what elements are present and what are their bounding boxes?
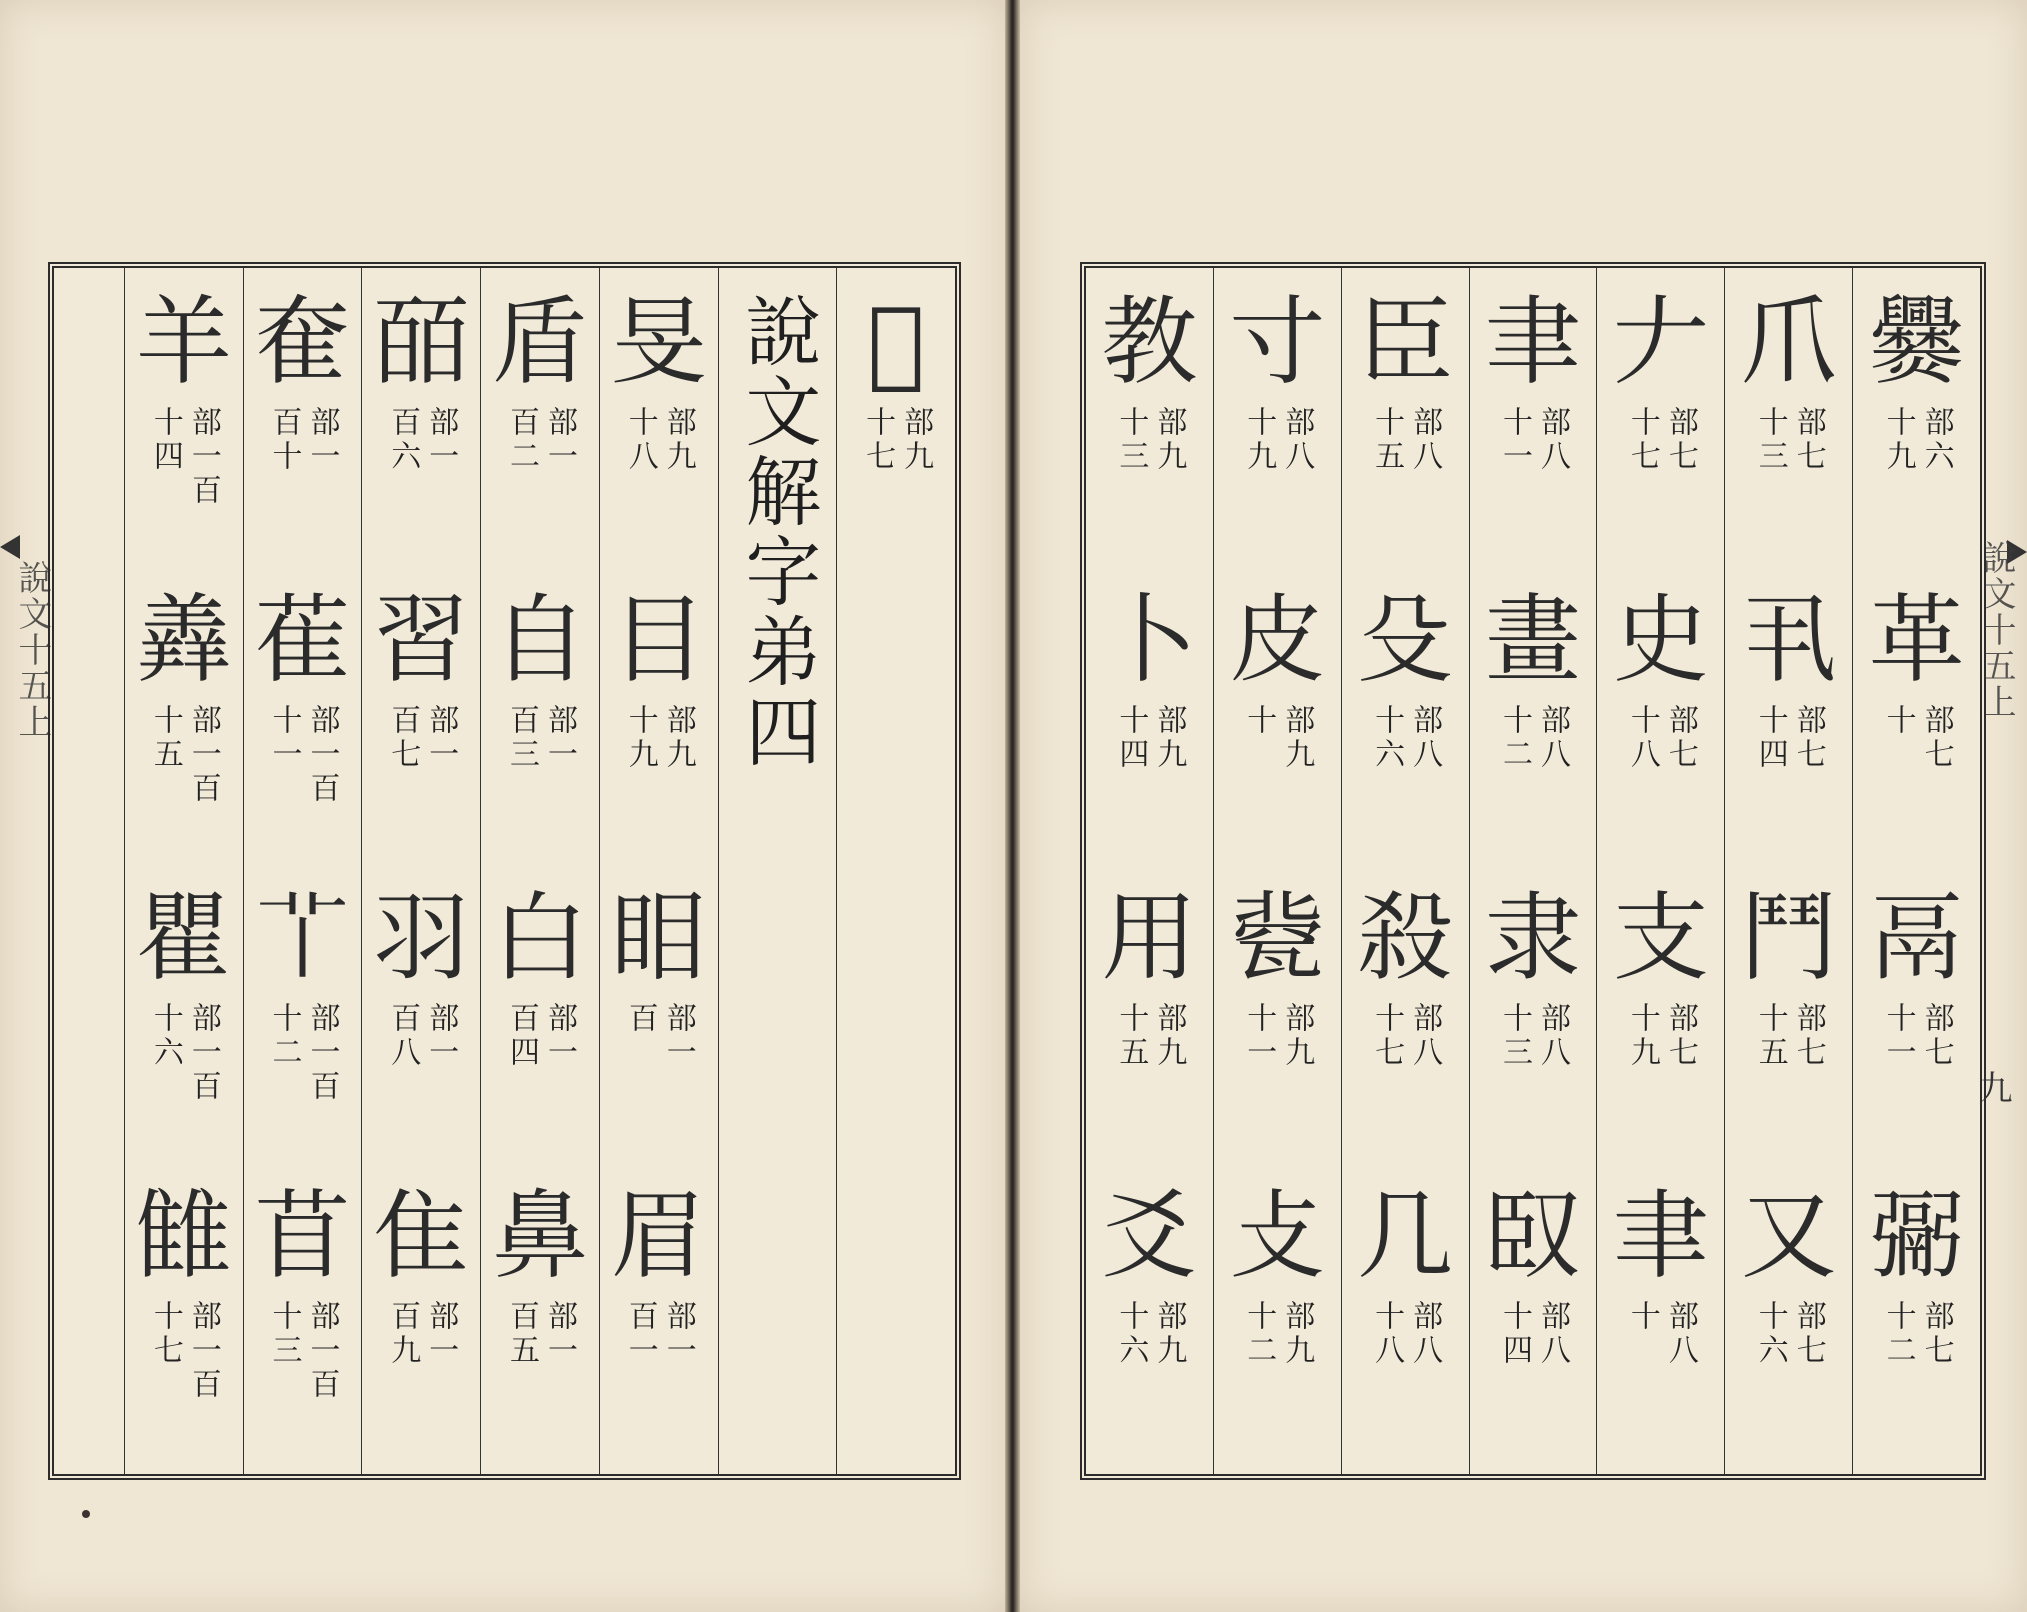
radical-number-line: 部一 bbox=[423, 1300, 459, 1368]
radical-number bbox=[149, 1300, 219, 1402]
radical-number-line: 部一 bbox=[304, 406, 340, 474]
radical-number bbox=[624, 704, 694, 772]
radical-number-line: 部一百 bbox=[185, 406, 221, 508]
radical-number-line: 十二 bbox=[1496, 704, 1532, 772]
radical-number bbox=[149, 704, 219, 806]
radical-number-line: 部七 bbox=[1918, 1300, 1954, 1368]
radical-number bbox=[385, 704, 459, 772]
radical-number-line: 十五 bbox=[1369, 406, 1405, 474]
radical-number bbox=[149, 406, 219, 508]
seal-script-glyph: 聿 bbox=[1612, 1180, 1709, 1292]
seal-script-glyph: 盾 bbox=[491, 286, 588, 398]
radical-number-line: 部一 bbox=[423, 1002, 459, 1070]
radical-entry bbox=[1086, 1176, 1213, 1474]
radical-number-line: 部八 bbox=[1534, 1300, 1570, 1368]
radical-number-line: 百七 bbox=[385, 704, 421, 772]
radical-entry bbox=[125, 878, 243, 1176]
table-column bbox=[124, 268, 243, 1474]
radical-entry bbox=[1597, 1176, 1724, 1474]
radical-number-line: 百十 bbox=[266, 406, 302, 474]
seal-script-glyph: 旻 bbox=[610, 286, 707, 398]
radical-number bbox=[1882, 406, 1952, 474]
radical-number-line: 百一 bbox=[622, 1300, 658, 1368]
radical-entry bbox=[1597, 282, 1724, 580]
radical-number-line: 部七 bbox=[1662, 704, 1698, 772]
radical-number-line: 部八 bbox=[1534, 704, 1570, 772]
table-column bbox=[1852, 268, 1980, 1474]
radical-entry bbox=[1597, 580, 1724, 878]
radical-number bbox=[505, 704, 575, 772]
seal-script-glyph: 目 bbox=[610, 584, 707, 696]
radical-number bbox=[268, 704, 338, 806]
radical-entry bbox=[1470, 282, 1597, 580]
radical-number-line: 部九 bbox=[1279, 704, 1315, 772]
radical-entry bbox=[481, 580, 599, 878]
radical-entry bbox=[481, 878, 599, 1176]
radical-number bbox=[268, 1002, 338, 1104]
radical-entry bbox=[1086, 878, 1213, 1176]
radical-number-line: 部八 bbox=[1279, 406, 1315, 474]
radical-number bbox=[1498, 406, 1568, 474]
radical-number-line: 部一 bbox=[541, 1002, 577, 1070]
radical-entry bbox=[125, 580, 243, 878]
radical-number-line: 部一百 bbox=[304, 704, 340, 806]
seal-script-glyph: 隶 bbox=[1484, 882, 1581, 994]
radical-number-line: 部一 bbox=[660, 1002, 696, 1070]
radical-number-line: 部一 bbox=[423, 704, 459, 772]
seal-script-glyph: 臤 bbox=[1484, 1180, 1581, 1292]
seal-script-glyph: 史 bbox=[1612, 584, 1709, 696]
radical-number-line: 十九 bbox=[622, 704, 658, 772]
radical-number bbox=[1626, 406, 1696, 474]
table-column bbox=[243, 268, 362, 1474]
radical-number-line: 部七 bbox=[1790, 1300, 1826, 1368]
leaf-number: 九 bbox=[1972, 1070, 2012, 1104]
radical-entry bbox=[837, 282, 955, 583]
radical-number-line: 部一 bbox=[541, 704, 577, 772]
radical-number-line: 部八 bbox=[1407, 1002, 1443, 1070]
seal-script-glyph: 寸 bbox=[1229, 286, 1326, 398]
radical-number-line: 十九 bbox=[1241, 406, 1277, 474]
seal-script-glyph: 萑 bbox=[254, 584, 351, 696]
radical-number bbox=[1369, 1002, 1443, 1070]
seal-script-glyph: 𦫳 bbox=[254, 882, 351, 994]
radical-number-line: 十七 bbox=[1369, 1002, 1405, 1070]
folio-label: 說文十五上 bbox=[1976, 540, 2016, 720]
table-column bbox=[599, 268, 718, 1474]
radical-number-line: 十三 bbox=[1113, 406, 1149, 474]
radical-number-line: 百 bbox=[622, 1002, 658, 1036]
radical-entry bbox=[1725, 878, 1852, 1176]
radical-number-line: 部一百 bbox=[304, 1002, 340, 1104]
seal-script-glyph: 䀠 bbox=[610, 882, 707, 994]
radical-number bbox=[1754, 406, 1824, 474]
seal-script-glyph: 隹 bbox=[373, 1180, 470, 1292]
seal-script-glyph: 皮 bbox=[1229, 584, 1326, 696]
radical-number-line: 十四 bbox=[147, 406, 183, 474]
radical-number-line: 百四 bbox=[503, 1002, 539, 1070]
radical-entry bbox=[1470, 580, 1597, 878]
radical-entry bbox=[1342, 878, 1469, 1176]
radical-entry bbox=[362, 580, 480, 878]
radical-number bbox=[1113, 406, 1187, 474]
radical-entry bbox=[362, 1176, 480, 1474]
radical-entry bbox=[125, 282, 243, 580]
radical-entry bbox=[1342, 1176, 1469, 1474]
radical-entry bbox=[600, 878, 718, 1176]
book-title: 說文解字弟四 bbox=[732, 292, 822, 772]
radical-number bbox=[624, 1002, 694, 1070]
radical-number-line: 部九 bbox=[660, 704, 696, 772]
radical-number-line: 十四 bbox=[1113, 704, 1149, 772]
folio-label: 說文十五上 bbox=[12, 560, 52, 740]
seal-script-glyph: 苜 bbox=[254, 1180, 351, 1292]
seal-script-glyph: 鬲 bbox=[1868, 882, 1965, 994]
seal-script-glyph: 几 bbox=[1357, 1180, 1454, 1292]
radical-entry bbox=[1725, 282, 1852, 580]
radical-entry bbox=[1853, 878, 1980, 1176]
radical-number-line: 十四 bbox=[1752, 704, 1788, 772]
radical-number-line: 十六 bbox=[147, 1002, 183, 1070]
table-column bbox=[480, 268, 599, 1474]
radical-number-line: 部八 bbox=[1407, 1300, 1443, 1368]
radical-number-line: 十四 bbox=[1496, 1300, 1532, 1368]
seal-script-glyph: 雔 bbox=[135, 1180, 232, 1292]
radical-number-line: 部八 bbox=[1407, 704, 1443, 772]
radical-number-line: 十一 bbox=[266, 704, 302, 772]
seal-script-glyph: 眉 bbox=[610, 1180, 707, 1292]
seal-script-glyph: 羴 bbox=[135, 584, 232, 696]
radical-number bbox=[1498, 1300, 1568, 1368]
radical-number bbox=[505, 1300, 575, 1368]
radical-entry bbox=[1725, 580, 1852, 878]
table-column bbox=[1469, 268, 1597, 1474]
radical-number bbox=[860, 406, 934, 474]
ink-spot bbox=[82, 1510, 90, 1518]
seal-script-glyph: 鬥 bbox=[1740, 882, 1837, 994]
radical-number bbox=[268, 406, 338, 474]
seal-script-glyph: 爪 bbox=[1740, 286, 1837, 398]
radical-entry bbox=[1470, 1176, 1597, 1474]
radical-number-line: 十二 bbox=[1880, 1300, 1916, 1368]
radical-number bbox=[1626, 704, 1696, 772]
radical-number bbox=[505, 406, 575, 474]
radical-number-line: 十二 bbox=[1241, 1300, 1277, 1368]
radical-number bbox=[1626, 1300, 1696, 1368]
radical-entry bbox=[1853, 1176, 1980, 1474]
table-column bbox=[1724, 268, 1852, 1474]
radical-entry bbox=[481, 1176, 599, 1474]
seal-script-glyph: 爨 bbox=[1868, 286, 1965, 398]
radical-number-line: 部九 bbox=[660, 406, 696, 474]
radical-number-line: 部一百 bbox=[185, 704, 221, 806]
radical-number-line: 十七 bbox=[147, 1300, 183, 1368]
radical-number-line: 部一 bbox=[541, 406, 577, 474]
seal-script-glyph: 自 bbox=[491, 584, 588, 696]
radical-entry bbox=[1214, 878, 1341, 1176]
table-column bbox=[54, 268, 124, 1474]
radical-number bbox=[1241, 704, 1315, 772]
radical-number-line: 部八 bbox=[1534, 1002, 1570, 1070]
radical-number bbox=[1113, 704, 1187, 772]
radical-number-line: 十 bbox=[1880, 704, 1916, 738]
seal-script-glyph: 攴 bbox=[1229, 1180, 1326, 1292]
radical-entry bbox=[244, 282, 362, 580]
radical-number-line: 十 bbox=[1624, 1300, 1660, 1334]
radical-entry bbox=[362, 282, 480, 580]
radical-entry bbox=[1725, 1176, 1852, 1474]
radical-entry bbox=[1853, 282, 1980, 580]
radical-entry bbox=[244, 1176, 362, 1474]
radical-entry bbox=[1214, 282, 1341, 580]
seal-script-glyph: 𠂇 bbox=[1612, 286, 1709, 398]
seal-script-glyph: 瞿 bbox=[135, 882, 232, 994]
radical-entry bbox=[600, 1176, 718, 1474]
radical-number-line: 十七 bbox=[860, 406, 896, 474]
table-column bbox=[361, 268, 480, 1474]
radical-number-line: 部九 bbox=[1151, 704, 1187, 772]
seal-script-glyph: 聿 bbox=[1484, 286, 1581, 398]
radical-number bbox=[1369, 406, 1443, 474]
radical-number-line: 部一 bbox=[660, 1300, 696, 1368]
radical-number bbox=[149, 1002, 219, 1104]
radical-table bbox=[1080, 262, 1986, 1480]
radical-number-line: 十五 bbox=[1113, 1002, 1149, 1070]
radical-number-line: 部八 bbox=[1407, 406, 1443, 474]
radical-number-line: 十一 bbox=[1241, 1002, 1277, 1070]
radical-number-line: 十八 bbox=[622, 406, 658, 474]
radical-number-line: 部九 bbox=[1279, 1002, 1315, 1070]
radical-entry bbox=[244, 878, 362, 1176]
seal-script-glyph: 㼱 bbox=[1229, 882, 1326, 994]
seal-script-glyph: 羽 bbox=[373, 882, 470, 994]
seal-script-glyph: 白 bbox=[491, 882, 588, 994]
seal-script-glyph: 用 bbox=[1101, 882, 1198, 994]
radical-entry bbox=[125, 1176, 243, 1474]
table-column bbox=[1086, 268, 1213, 1474]
radical-entry bbox=[362, 878, 480, 1176]
radical-number-line: 部六 bbox=[1918, 406, 1954, 474]
seal-script-glyph: 羊 bbox=[135, 286, 232, 398]
radical-number-line: 十七 bbox=[1624, 406, 1660, 474]
radical-entry bbox=[600, 580, 718, 878]
radical-number bbox=[385, 406, 459, 474]
radical-entry bbox=[244, 580, 362, 878]
radical-entry bbox=[1214, 1176, 1341, 1474]
radical-number-line: 部一百 bbox=[304, 1300, 340, 1402]
radical-number bbox=[385, 1300, 459, 1368]
radical-number-line: 部八 bbox=[1662, 1300, 1698, 1368]
radical-entry bbox=[1214, 580, 1341, 878]
seal-script-glyph: 殺 bbox=[1357, 882, 1454, 994]
radical-number-line: 部七 bbox=[1790, 1002, 1826, 1070]
seal-script-glyph: 奞 bbox=[254, 286, 351, 398]
seal-script-glyph: 教 bbox=[1101, 286, 1198, 398]
radical-number-line: 十六 bbox=[1752, 1300, 1788, 1368]
seal-script-glyph: 丮 bbox=[1740, 584, 1837, 696]
radical-number-line: 百二 bbox=[503, 406, 539, 474]
seal-script-glyph: 鼻 bbox=[491, 1180, 588, 1292]
radical-number-line: 百九 bbox=[385, 1300, 421, 1368]
radical-number bbox=[1754, 1300, 1824, 1368]
radical-number bbox=[1498, 704, 1568, 772]
radical-number-line: 部九 bbox=[1151, 1300, 1187, 1368]
radical-number bbox=[1754, 704, 1824, 772]
radical-number-line: 十五 bbox=[147, 704, 183, 772]
seal-script-glyph: 革 bbox=[1868, 584, 1965, 696]
seal-script-glyph: 爻 bbox=[1101, 1180, 1198, 1292]
seal-script-glyph: 䰜 bbox=[1868, 1180, 1965, 1292]
radical-number-line: 部一百 bbox=[185, 1300, 221, 1402]
radical-number bbox=[1498, 1002, 1568, 1070]
radical-entry bbox=[1853, 580, 1980, 878]
radical-number bbox=[1882, 704, 1952, 772]
radical-number-line: 部七 bbox=[1790, 704, 1826, 772]
table-column bbox=[718, 268, 837, 1474]
radical-number-line: 部一 bbox=[423, 406, 459, 474]
radical-number-line: 部七 bbox=[1662, 406, 1698, 474]
book-gutter bbox=[1005, 0, 1020, 1612]
radical-entry bbox=[1342, 580, 1469, 878]
fishtail-marker bbox=[0, 535, 20, 559]
seal-script-glyph: 支 bbox=[1612, 882, 1709, 994]
right-page bbox=[1020, 0, 2027, 1612]
radical-number-line: 十三 bbox=[266, 1300, 302, 1368]
radical-number bbox=[624, 1300, 694, 1368]
radical-number-line: 部九 bbox=[898, 406, 934, 474]
radical-number-line: 部七 bbox=[1918, 1002, 1954, 1070]
seal-script-glyph: 畫 bbox=[1484, 584, 1581, 696]
radical-number bbox=[1241, 1300, 1315, 1368]
radical-entry bbox=[600, 282, 718, 580]
radical-number-line: 十 bbox=[1241, 704, 1277, 738]
seal-script-glyph: 卜 bbox=[1101, 584, 1198, 696]
radical-entry bbox=[481, 282, 599, 580]
radical-number-line: 十一 bbox=[1880, 1002, 1916, 1070]
radical-entry bbox=[1342, 282, 1469, 580]
seal-script-glyph: 𤕫 bbox=[867, 286, 925, 398]
radical-number-line: 部一 bbox=[541, 1300, 577, 1368]
radical-number-line: 百六 bbox=[385, 406, 421, 474]
radical-number-line: 百五 bbox=[503, 1300, 539, 1368]
radical-number bbox=[624, 406, 694, 474]
seal-script-glyph: 皕 bbox=[373, 286, 470, 398]
radical-number-line: 百八 bbox=[385, 1002, 421, 1070]
radical-number-line: 部七 bbox=[1790, 406, 1826, 474]
seal-script-glyph: 習 bbox=[373, 584, 470, 696]
radical-entry bbox=[1086, 580, 1213, 878]
radical-number-line: 十三 bbox=[1752, 406, 1788, 474]
radical-number bbox=[1882, 1300, 1952, 1368]
radical-number bbox=[1626, 1002, 1696, 1070]
radical-number-line: 部八 bbox=[1534, 406, 1570, 474]
radical-number-line: 十三 bbox=[1496, 1002, 1532, 1070]
radical-number-line: 百三 bbox=[503, 704, 539, 772]
radical-number-line: 部一百 bbox=[185, 1002, 221, 1104]
radical-number-line: 部九 bbox=[1279, 1300, 1315, 1368]
radical-number bbox=[1241, 1002, 1315, 1070]
radical-entry bbox=[1597, 878, 1724, 1176]
radical-number bbox=[505, 1002, 575, 1070]
radical-entry bbox=[1470, 878, 1597, 1176]
radical-number-line: 十九 bbox=[1624, 1002, 1660, 1070]
table-column bbox=[836, 268, 955, 1474]
seal-script-glyph: 臣 bbox=[1357, 286, 1454, 398]
radical-number-line: 十八 bbox=[1369, 1300, 1405, 1368]
radical-number bbox=[385, 1002, 459, 1070]
seal-script-glyph: 殳 bbox=[1357, 584, 1454, 696]
radical-number bbox=[1369, 1300, 1443, 1368]
radical-number bbox=[268, 1300, 338, 1402]
radical-number-line: 部七 bbox=[1918, 704, 1954, 772]
radical-table bbox=[48, 262, 961, 1480]
radical-number-line: 部七 bbox=[1662, 1002, 1698, 1070]
radical-entry bbox=[1086, 282, 1213, 580]
radical-number bbox=[1241, 406, 1315, 474]
radical-number bbox=[1882, 1002, 1952, 1070]
radical-number-line: 十九 bbox=[1880, 406, 1916, 474]
table-column bbox=[1596, 268, 1724, 1474]
radical-number-line: 部九 bbox=[1151, 406, 1187, 474]
table-column bbox=[1213, 268, 1341, 1474]
seal-script-glyph: 又 bbox=[1740, 1180, 1837, 1292]
radical-number bbox=[1113, 1300, 1187, 1368]
table-column bbox=[1341, 268, 1469, 1474]
radical-number-line: 部九 bbox=[1151, 1002, 1187, 1070]
radical-number-line: 十八 bbox=[1624, 704, 1660, 772]
radical-number-line: 十六 bbox=[1369, 704, 1405, 772]
radical-number-line: 十一 bbox=[1496, 406, 1532, 474]
radical-number-line: 十六 bbox=[1113, 1300, 1149, 1368]
radical-number bbox=[1754, 1002, 1824, 1070]
radical-number bbox=[1113, 1002, 1187, 1070]
radical-number-line: 十二 bbox=[266, 1002, 302, 1070]
left-page bbox=[0, 0, 1005, 1612]
radical-number bbox=[1369, 704, 1443, 772]
radical-number-line: 十五 bbox=[1752, 1002, 1788, 1070]
